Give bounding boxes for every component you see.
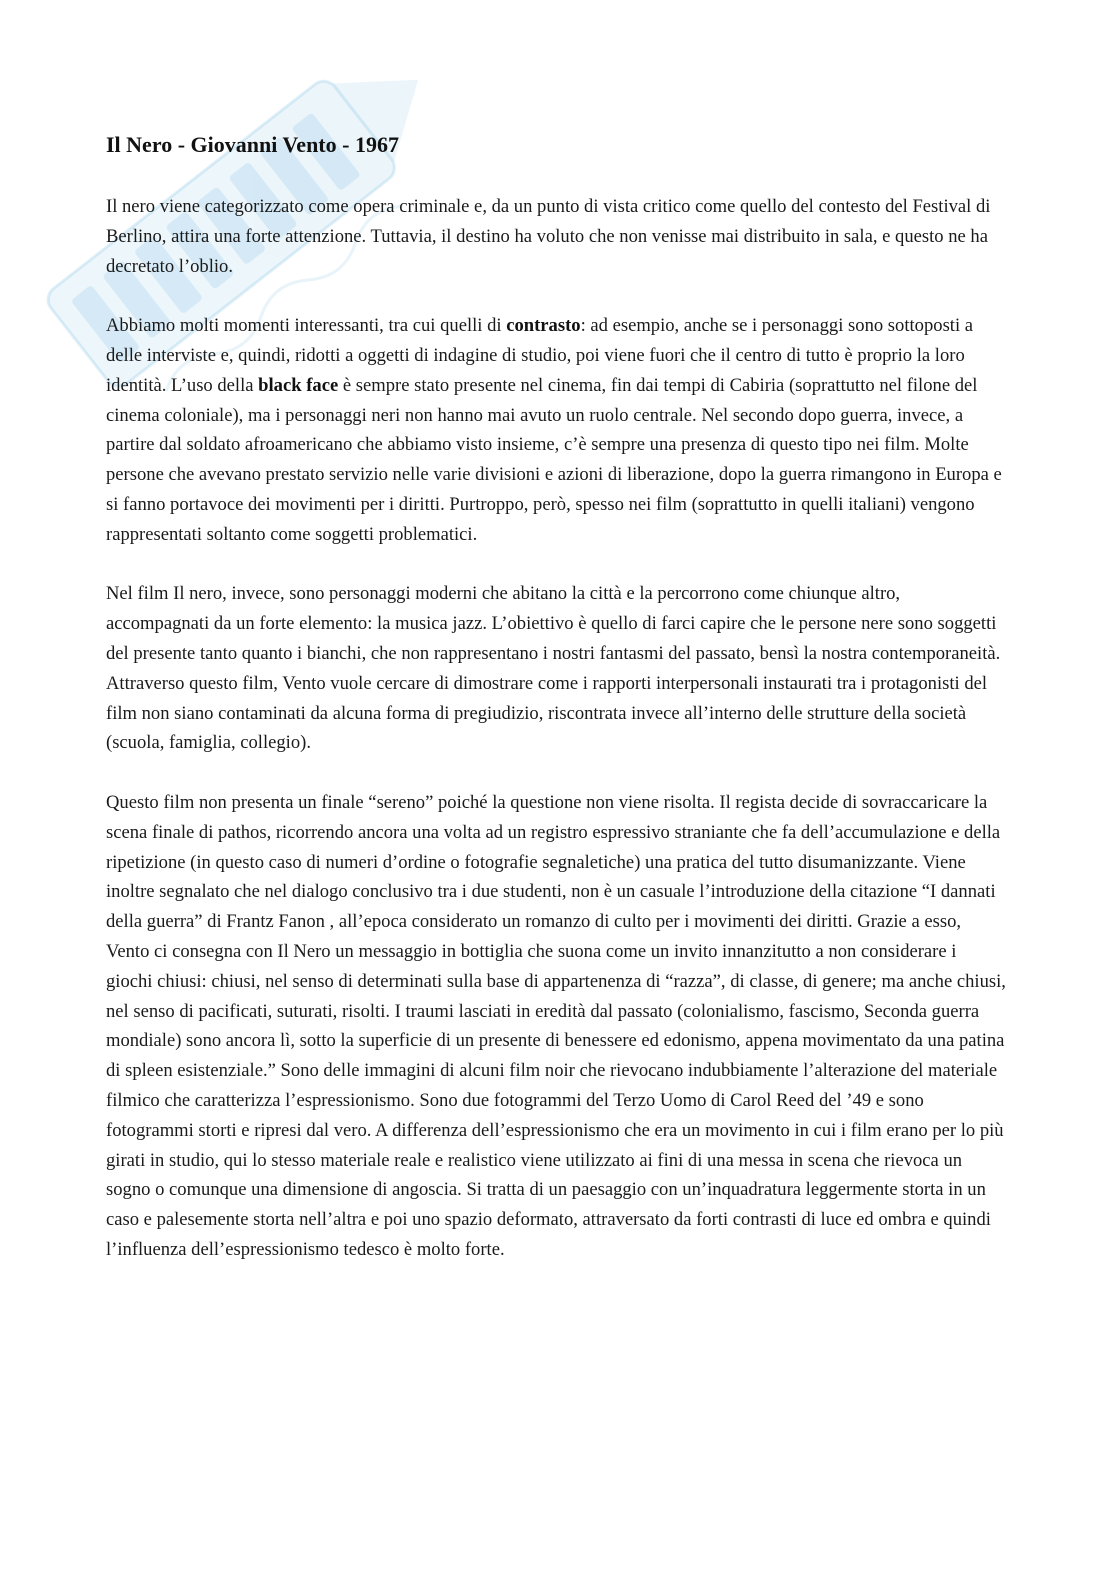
paragraph-contrast-part2: : ad esempio, anche se i personaggi sono sottoposti a delle interviste e, quindi, ridotti a oggetti di indagine di studio, poi viene fuori che il centro di tutto è proprio la loro identità. L’uso della (106, 315, 974, 396)
paragraph-contrast-part3: è sempre stato presente nel cinema, fin dai tempi di Cabiria (soprattutto nel filone del cinema coloniale), ma i personaggi neri non hanno mai avuto un ruolo centrale. Nel secondo dopo guerra, invece, a partire dal soldato afroamericano che abbiamo visto insieme, c’è sempre una presenza di questo tipo nei film. Molte persone che avevano prestato servizio nelle varie divisioni e azioni di liberazione, dopo la guerra rimangono in Europa e si fanno portavoce dei movimenti per i diritti. Purtroppo, però, spesso nei film (soprattutto in quelli italiani) vengono rappresentati soltanto come soggetti problematici. (106, 374, 1002, 545)
paragraph-contrast-part1: Abbiamo molti momenti interessanti, tra cui quelli di (106, 315, 507, 337)
document-page (106, 130, 1006, 1265)
bold-black-face: black face (258, 374, 339, 396)
paragraph-finale: Questo film non presenta un finale “sereno” poiché la questione non viene risolta. Il regista decide di sovraccaricare la scena finale di pathos, ricorrendo ancora una volta ad un registro espressivo straniante che fa dell’accumulazione e della ripetizione (in questo caso di numeri d’ordine o fotografie segnaletiche) una pratica del tutto disumanizzante. Viene inoltre segnalato che nel dialogo conclusivo tra i due studenti, non è un casuale l’introduzione della citazione “I dannati della guerra” di Frantz Fanon , all’epoca considerato un romanzo di culto per i movimenti dei diritti. Grazie a esso, Vento ci consegna con Il Nero un messaggio in bottiglia che suona come un invito innanzitutto a non considerare i giochi chiusi: chiusi, nel senso di determinati sulla base di appartenenza di “razza”, di classe, di genere; ma anche chiusi, nel senso di pacificati, suturati, risolti. I traumi lasciati in eredità dal passato (colonialismo, fascismo, Seconda guerra mondiale) sono ancora lì, sotto la superficie di un presente di benessere ed edonismo, appena movimentato da una patina di spleen esistenziale.” Sono delle immagini di alcuni film noir che rievocano indubbiamente l’alterazione del materiale filmico che caratterizza l’espressionismo. Sono due fotogrammi del Terzo Uomo di Carol Reed del ’49 e sono fotogrammi storti e ripresi dal vero. A differenza dell’espressionismo che era un movimento in cui i film erano per lo più girati in studio, qui lo stesso materiale reale e realistico viene utilizzato ai fini di una messa in scena che rievoca un sogno o comunque una dimensione di angoscia. Si tratta di un paesaggio con un’inquadratura leggermente storta in un caso e palesemente storta nell’altra e poi uno spazio deformato, attraversato da forti contrasti di luce ed ombra e quindi l’influenza dell’espressionismo tedesco è molto forte. (106, 791, 1006, 1260)
paragraph-relationships: Attraverso questo film, Vento vuole cercare di dimostrare come i rapporti interpersonali instaurati tra i protagonisti del film non siano contaminati da alcuna forma di pregiudizio, riscontrata invece all’interno delle strutture della società (scuola, famiglia, collegio). (106, 672, 988, 754)
document-title: Il Nero - Giovanni Vento - 1967 (106, 132, 399, 157)
bold-contrasto: contrasto (506, 315, 581, 337)
paragraph-contrast (106, 311, 1006, 549)
paragraph-modern-characters: Nel film Il nero, invece, sono personaggi moderni che abitano la città e la percorrono come chiunque altro, accompagnati da un forte elemento: la musica jazz. L’obiettivo è quello di farci capire che le persone nere sono soggetti del presente tanto quanto i bianchi, che non rappresentano i nostri fantasmi del passato, bensì la nostra contemporaneità. (106, 583, 1001, 664)
paragraph-intro: Il nero viene categorizzato come opera criminale e, da un punto di vista critico come quello del contesto del Festival di Berlino, attira una forte attenzione. Tuttavia, il destino ha voluto che non venisse mai distribuito in sala, e questo ne ha decretato l’oblio. (106, 196, 991, 277)
